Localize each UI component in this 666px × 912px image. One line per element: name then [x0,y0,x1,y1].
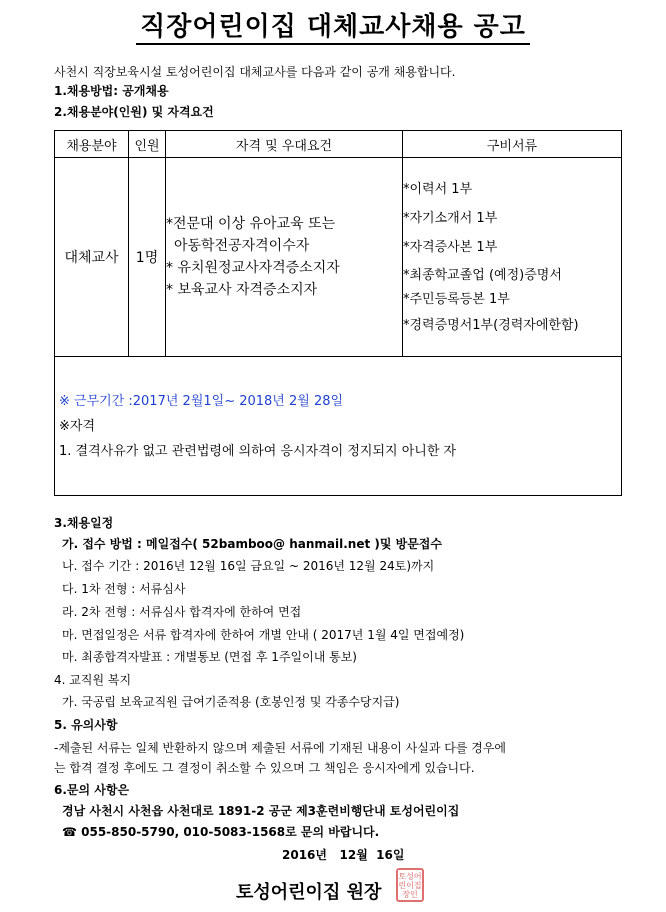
requirements-table [54,130,622,496]
qualification-item: 아동학전공자격이수자 [174,238,310,254]
section-2-heading: 2.채용분야(인원) 및 자격요건 [54,105,214,119]
intro-text: 사천시 직장보육시설 토성어린이집 대체교사를 다음과 같이 공개 채용합니다. [54,65,456,79]
caution-line: -제출된 서류는 일체 반환하지 않으며 제출된 서류에 기재된 내용이 사실과 다를 경우에 [54,741,507,755]
qualification-item: * 보육교사 자격증소지자 [166,282,318,298]
signature-text: 토성어린이집 원장 [236,882,382,903]
cell-qualifications [166,158,403,357]
header-qualifications: 자격 및 우대요건 [166,131,403,158]
cell-documents [403,158,622,357]
schedule-item: 다. 1차 전형 : 서류심사 [62,582,186,596]
document-item: *자격증사본 1부 [403,239,498,255]
header-documents: 구비서류 [403,131,622,158]
document-item: *경력증명서1부(경력자에한함) [403,317,579,333]
schedule-item: 라. 2차 전형 : 서류심사 합격자에 한하여 면접 [62,605,302,619]
caution-line: 는 합격 결정 후에도 그 결정이 취소할 수 있으며 그 책임은 응시자에게 있습니다. [54,761,475,775]
schedule-item: 마. 최종합격자발표 : 개별통보 (면접 후 1주일이내 통보) [62,650,357,664]
document-item: *최종학교졸업 (예정)증명서 [403,267,562,283]
header-count: 인원 [129,131,166,158]
document-date: 2016년 12월 16일 [282,848,405,862]
qualification-note-heading: ※자격 [59,418,96,434]
qualification-item: * 유치원정교사자격증소지자 [166,260,340,276]
schedule-item: 나. 접수 기간 : 2016년 12월 16일 금요일 ~ 2016년 12월 24토)까지 [62,559,435,573]
section-6-heading: 6.문의 사항은 [54,783,130,797]
section-3-heading: 3.채용일정 [54,516,114,530]
section-5-heading: 5. 유의사항 [54,718,118,732]
schedule-item: 마. 면접일정은 서류 합격자에 한하여 개별 안내 ( 2017년 1월 4일 면접예정) [62,628,465,642]
cell-field: 대체교사 [55,158,129,357]
contact-address: 경남 사천시 사천읍 사천대로 1891-2 공군 제3훈련비행단내 토성어린이집 [62,804,460,818]
qualification-note-text: 1. 결격사유가 없고 관련법령에 의하여 응시자격이 정지되지 아니한 자 [59,443,457,459]
document-title: 직장어린이집 대체교사채용 공고 [0,6,666,43]
schedule-item: 가. 접수 방법 : 메일접수( 52bamboo@ hanmail.net )및 방문접수 [62,537,442,551]
document-item: *주민등록등본 1부 [403,291,510,307]
cell-notes [55,357,622,496]
section-4-heading: 4. 교직원 복지 [54,673,132,687]
qualification-item: *전문대 이상 유아교육 또는 [166,216,336,232]
welfare-item: 가. 국공립 보육교직원 급여기준적용 (호봉인정 및 각종수당지급) [62,695,400,709]
work-period-note: ※ 근무기간 :2017년 2월1일~ 2018년 2월 28일 [59,393,344,409]
document-item: *자기소개서 1부 [403,210,498,226]
cell-count: 1명 [129,158,166,357]
official-seal: 토성어린이집장인 [396,868,424,902]
contact-phone: ☎ 055-850-5790, 010-5083-1568로 문의 바랍니다. [62,825,380,839]
document-item: *이력서 1부 [403,181,473,197]
header-field: 채용분야 [55,131,129,158]
section-1-method: 1.채용방법: 공개채용 [54,84,169,98]
